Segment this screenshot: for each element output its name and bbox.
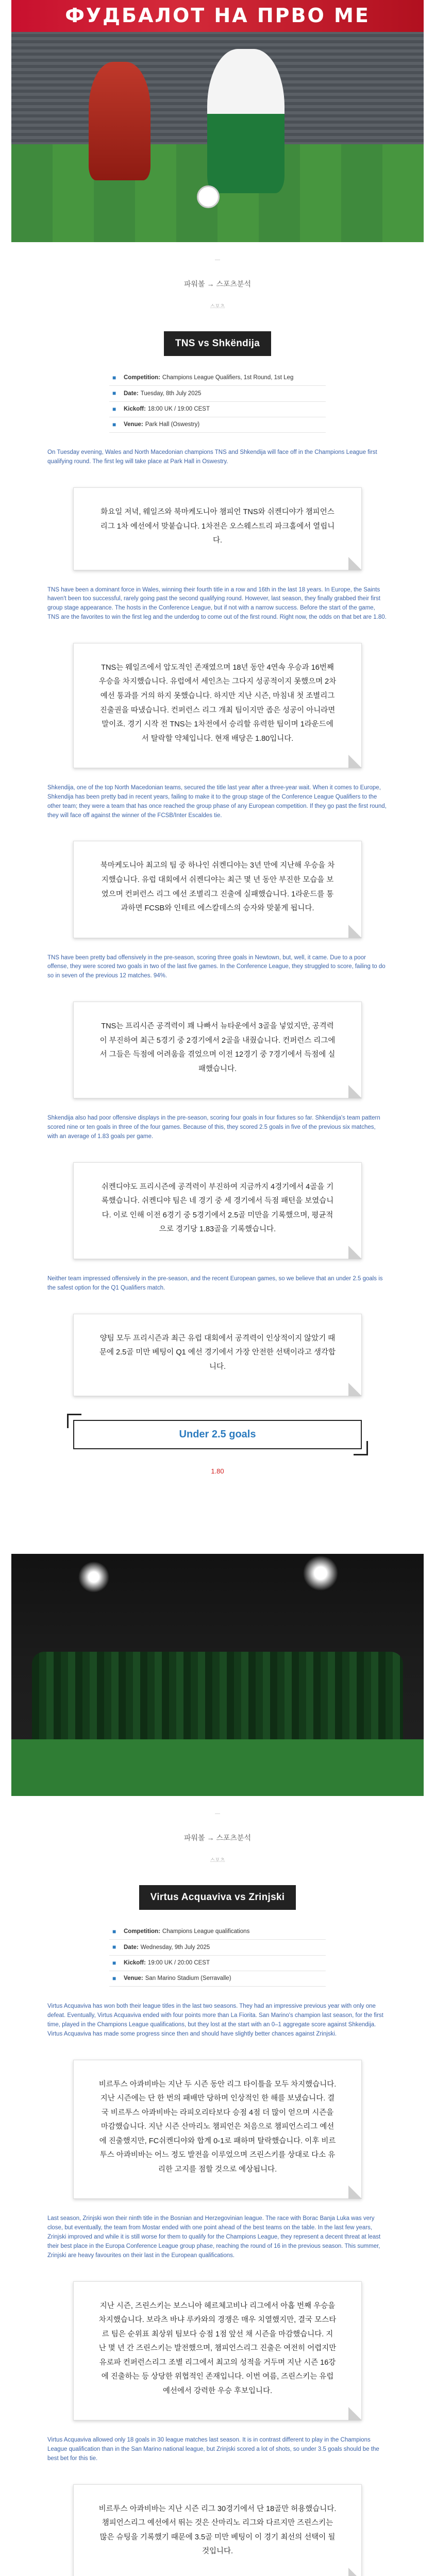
analysis-paragraph: Shkendija also had poor offensive displays in the pre-season, scoring four goals in four fixtures so far. Shkendija's team pattern scored nine or ten goals in three of the four games. Because of this, they scored 2.5 goals in five of the previous six matches, with an average of 1.83 goals per game. — [47, 1115, 380, 1140]
hero-image-1 — [11, 0, 424, 242]
info-value: 18:00 UK / 19:00 CEST — [147, 405, 210, 412]
info-key: Date: — [124, 390, 139, 397]
info-venue — [109, 417, 326, 433]
analysis-paragraph: Virtus Acquaviva allowed only 18 goals in 30 league matches last season. It is in contrast different to play in the Champions League qualification than in the San Marino national league, but Zrinjski scored a lot of shots, so under 3.5 goals should be the best bet for this tie. — [47, 2437, 379, 2462]
info-value: 19:00 UK / 20:00 CEST — [147, 1959, 210, 1966]
section-gap — [0, 1477, 435, 1554]
title-wrap — [0, 1885, 435, 1910]
card-text: 쉬켄디야도 프리시즌에 공격력이 부진하여 지금까지 4경기에서 4골을 기록했습니다. 쉬켄디야 팀은 네 경기 중 세 경기에서 득점 패턴을 보였습니다. 이로 인해 이전 6경기 중 5경기에서 2.5골 미만을 기록했으며, 평균적으로 경기당 1.83골을 기록했습니다. — [101, 1182, 334, 1234]
info-kickoff — [109, 402, 326, 417]
analysis-paragraph: Virtus Acquaviva has won both their league titles in the last two seasons. They had an impressive previous year with only one defeat. Eventually, Virtus Acquaviva ended with four points more than La Fiorita. San Marino's champion last season, for the first time, played in the Champions League qualifications, but they lost at the start with an 0–1 aggregate score against Shkendija. Virtus Acquaviva has made some progress since then and should have slightly better chances against Zrinjski. — [47, 2003, 383, 2037]
category-label: 스포츠 — [210, 303, 225, 310]
info-competition — [109, 370, 326, 386]
info-value: Wednesday, 9th July 2025 — [140, 1944, 210, 1951]
korean-summary-card — [73, 2060, 362, 2199]
location-icon: ■ — [112, 1975, 116, 1982]
clock-icon: ■ — [112, 1959, 116, 1967]
korean-summary-card — [73, 1162, 362, 1259]
trophy-icon: ■ — [112, 374, 116, 381]
page-curl-icon — [348, 2185, 362, 2199]
card-text: 지난 시즌, 즈린스키는 보스니아 헤르체고비나 리그에서 아홉 번째 우승을 차지했습니다. 보라츠 바냐 루카와의 경쟁은 매우 치열했지만, 결국 모스타르 팀은 순위표 최상위 팀보다 승점 1점 앞선 채 시즌을 마감했습니다. 지난 몇 년 간 즈린스키는 발전했으며, 챔피언스리그 진출은 여전히 어렵지만 유로파 컨퍼런스리그 조별 리그에서 최고의 성적을 거두며 지난 시즌 16강에 진출하는 등 상당한 위협적인 존재입니다. 이번 여름, 즈린스키는 유럽 예선에서 강력한 우승 후보입니다. — [98, 2301, 337, 2395]
analysis-paragraph: Shkendija, one of the top North Macedonian teams, secured the title last year after a three-year wait. When it comes to Europe, Shkendija has been pretty bad in recent years, failing to make it to the group stage of the Conference League Qualifiers to the other team; they were a team that has once reached the group phase of any European competition. If they go past the first round, they will face off against the winner of the FCSB/Inter Escaldes tie. — [47, 785, 387, 819]
player-red — [89, 62, 150, 180]
page-curl-icon — [348, 557, 362, 570]
analysis-paragraph: TNS have been pretty bad offensively in the pre-season, scoring three goals in Newtown, but, well, it came. Due to a poor offense, they were scored two goals in two of the last five games. In the Conference League, they struggled to score, failing to do so in seven of the previous 12 matches. 94%. — [47, 954, 386, 979]
trophy-icon: ■ — [112, 1927, 116, 1935]
page-curl-icon — [348, 1246, 362, 1259]
hero-image-2 — [11, 1554, 424, 1796]
info-value: Tuesday, 8th July 2025 — [140, 390, 202, 397]
team-celebration — [32, 1652, 403, 1739]
title-wrap — [0, 331, 435, 356]
info-key: Kickoff: — [124, 405, 146, 412]
korean-summary-card — [73, 1002, 362, 1098]
category-label: 스포츠 — [210, 1857, 225, 1863]
analysis-paragraph: TNS have been a dominant force in Wales, winning their fourth title in a row and 16th in the last 18 years. In Europe, the Saints haven't been too successful, rarely going past the second qualifying round. However, last season, they finally grabbed their first group stage appearance. The hosts in the Conference League, but if not with a narrow success. Before the start of the game, TNS are the favorites to win the first leg and the underdog to come out of the first round. Right now, the odds on that bet are 1.80. — [47, 586, 387, 621]
korean-summary-card — [73, 841, 362, 938]
info-key: Date: — [124, 1944, 139, 1951]
info-competition — [109, 1924, 326, 1940]
info-date — [109, 1940, 326, 1955]
info-value: Champions League qualifications — [162, 1928, 250, 1935]
bracket-bottom-right-icon — [354, 1441, 368, 1455]
hero-banner: ФУДБАЛОТ НА ПРВО МЕ — [11, 0, 424, 32]
info-key: Competition: — [124, 1928, 160, 1935]
betting-pick: Under 2.5 goals — [73, 1420, 362, 1449]
calendar-icon: ■ — [112, 389, 116, 397]
card-text: 비르투스 아콰비바는 지난 시즌 리그 30경기에서 단 18골만 허용했습니다. 챔피언스리그 예선에서 뛰는 것은 산마리노 리그와 다르지만 즈린스키는 많은 슈팅을 기록했기 때문에 3.5골 미만 베팅이 이 경기 최선의 선택이 될 것입니다. — [98, 2504, 337, 2556]
breadcrumb[interactable]: 파워볼 → 스포츠분석 — [184, 1833, 251, 1842]
info-key: Venue: — [124, 1975, 143, 1982]
pitch — [11, 1739, 424, 1796]
match-title: Virtus Acquaviva vs Zrinjski — [139, 1885, 296, 1910]
info-value: San Marino Stadium (Serravalle) — [145, 1975, 231, 1982]
card-text: 양팀 모두 프리시즌과 최근 유럽 대회에서 공격력이 인상적이지 않았기 때문에 2.5골 미만 베팅이 Q1 예선 경기에서 가장 안전한 선택이라고 생각합니다. — [99, 1334, 336, 1371]
card-text: 비르투스 아콰비바는 지난 두 시즌 동안 리그 타이틀을 모두 차지했습니다. 지난 시즌에는 단 한 번의 패배만 당하며 인상적인 한 해를 보냈습니다. 결국 비르투스 아콰비바는 라피오리타보다 승점 4점 더 많이 얻으며 시즌을 마감했습니다. 지난 시즌 산마리노 챔피언은 처음으로 챔피언스리그 예선에 진출했지만, FC쉬켄디야와 합계 0-1로 패하며 탈락했습니다. 이후 비르투스 아콰비바는 어느 정도 발전을 이루었으며 즈린스키를 상대로 다소 유리한 고지를 점할 것으로 예상됩니다. — [98, 2080, 337, 2174]
match-title: TNS vs Shkëndija — [164, 331, 271, 356]
betting-odd: 1.80 — [211, 1467, 224, 1476]
info-value: Champions League Qualifiers, 1st Round, 1st Leg — [162, 375, 294, 381]
match-section-2 — [0, 1554, 435, 2576]
page-curl-icon — [348, 2568, 362, 2576]
page-curl-icon — [348, 1383, 362, 1396]
page-curl-icon — [348, 755, 362, 768]
card-text: TNS는 프리시즌 공격력이 꽤 나빠서 뉴타운에서 3골을 넣었지만, 공격력이 부진하여 최근 5경기 중 2경기에서 2골을 내줬습니다. 컨퍼런스 리그에서 그들은 득점에 어려움을 겪었으며 이전 12경기 중 7경기에서 득점에 실패했습니다. — [99, 1022, 336, 1073]
card-text: 화요일 저녁, 웨일즈와 북마케도니아 챔피언 TNS와 쉬켄디야가 챔피언스리그 1차 예선에서 맞붙습니다. 1차전은 오스웨스트리 파크홀에서 열립니다. — [100, 508, 335, 545]
korean-summary-card — [73, 2281, 362, 2421]
location-icon: ■ — [112, 421, 116, 429]
info-key: Venue: — [124, 421, 143, 428]
card-text: 북마케도니아 최고의 팀 중 하나인 쉬켄디야는 3년 만에 지난해 우승을 차지했습니다. 유럽 대회에서 쉬켄디야는 최근 몇 년 동안 부진한 모습을 보였으며 컨퍼런스 리그 예선 조별리그 진출에 실패했습니다. 1라운드를 통과하면 FCSB와 인테르 에스칼데스의 승자와 맞붙게 됩니다. — [100, 861, 335, 913]
football — [197, 185, 220, 208]
match-info — [109, 370, 326, 433]
korean-summary-card — [73, 2484, 362, 2576]
info-key: Kickoff: — [124, 1959, 146, 1966]
separator-mark: — — [215, 1811, 220, 1817]
page-curl-icon — [348, 925, 362, 938]
bracket-top-left-icon — [67, 1414, 81, 1428]
analysis-paragraph: Neither team impressed offensively in the pre-season, and the recent European games, so we believe that an under 2.5 goals is the safest option for the Q1 Qualifiers match. — [47, 1275, 383, 1291]
floodlights — [11, 1554, 424, 1631]
page-curl-icon — [348, 2407, 362, 2420]
breadcrumb[interactable]: 파워볼 → 스포츠분석 — [184, 279, 251, 288]
analysis-paragraph: Last season, Zrinjski won their ninth title in the Bosnian and Herzegovinian league. The race with Borac Banja Luka was very close, but eventually, the team from Mostar ended with one point ahead of the best teams on the table. In the last few years, Zrinjski improved and while it is still worse for them to qualify for the Champions League, they represent a decent threat at least their best place in the Europa Conference League group phase, reaching the round of 16 in the previous season. This summer, Zrinjski are heavy favourites on their last in the European qualifications. — [47, 2215, 381, 2259]
analysis-paragraph: On Tuesday evening, Wales and North Macedonian champions TNS and Shkendija will face off in the Champions League first qualifying round. The first leg will take place at Park Hall in Oswestry. — [47, 449, 377, 465]
info-venue — [109, 1971, 326, 1987]
match-info — [109, 1924, 326, 1987]
clock-icon: ■ — [112, 405, 116, 413]
page-curl-icon — [348, 1085, 362, 1098]
pick-box — [73, 1420, 362, 1449]
korean-summary-card — [73, 643, 362, 768]
korean-summary-card — [73, 487, 362, 570]
info-value: Park Hall (Oswestry) — [145, 421, 200, 428]
calendar-icon: ■ — [112, 1943, 116, 1951]
korean-summary-card — [73, 1314, 362, 1397]
card-text: TNS는 웨일즈에서 압도적인 존재였으며 18년 동안 4연속 우승과 16번째 우승을 차지했습니다. 유럽에서 세인츠는 그다지 성공적이지 못했으며 2차 예선 통과를 거의 하지 못했습니다. 하지만 지난 시즌, 마침내 첫 조별리그 진출권을 따냈습니다. 컨퍼런스 리그 개최 팀이지만 좁은 성공이 아니라면 말이죠. 경기 시작 전 TNS는 1차전에서 승리할 유력한 팀이며 1라운드에서 탈락할 약체입니다. 현재 배당은 1.80입니다. — [98, 663, 337, 743]
separator-mark: — — [215, 257, 220, 263]
info-date — [109, 386, 326, 401]
info-key: Competition: — [124, 375, 160, 381]
info-kickoff — [109, 1956, 326, 1971]
player-green — [207, 49, 285, 193]
